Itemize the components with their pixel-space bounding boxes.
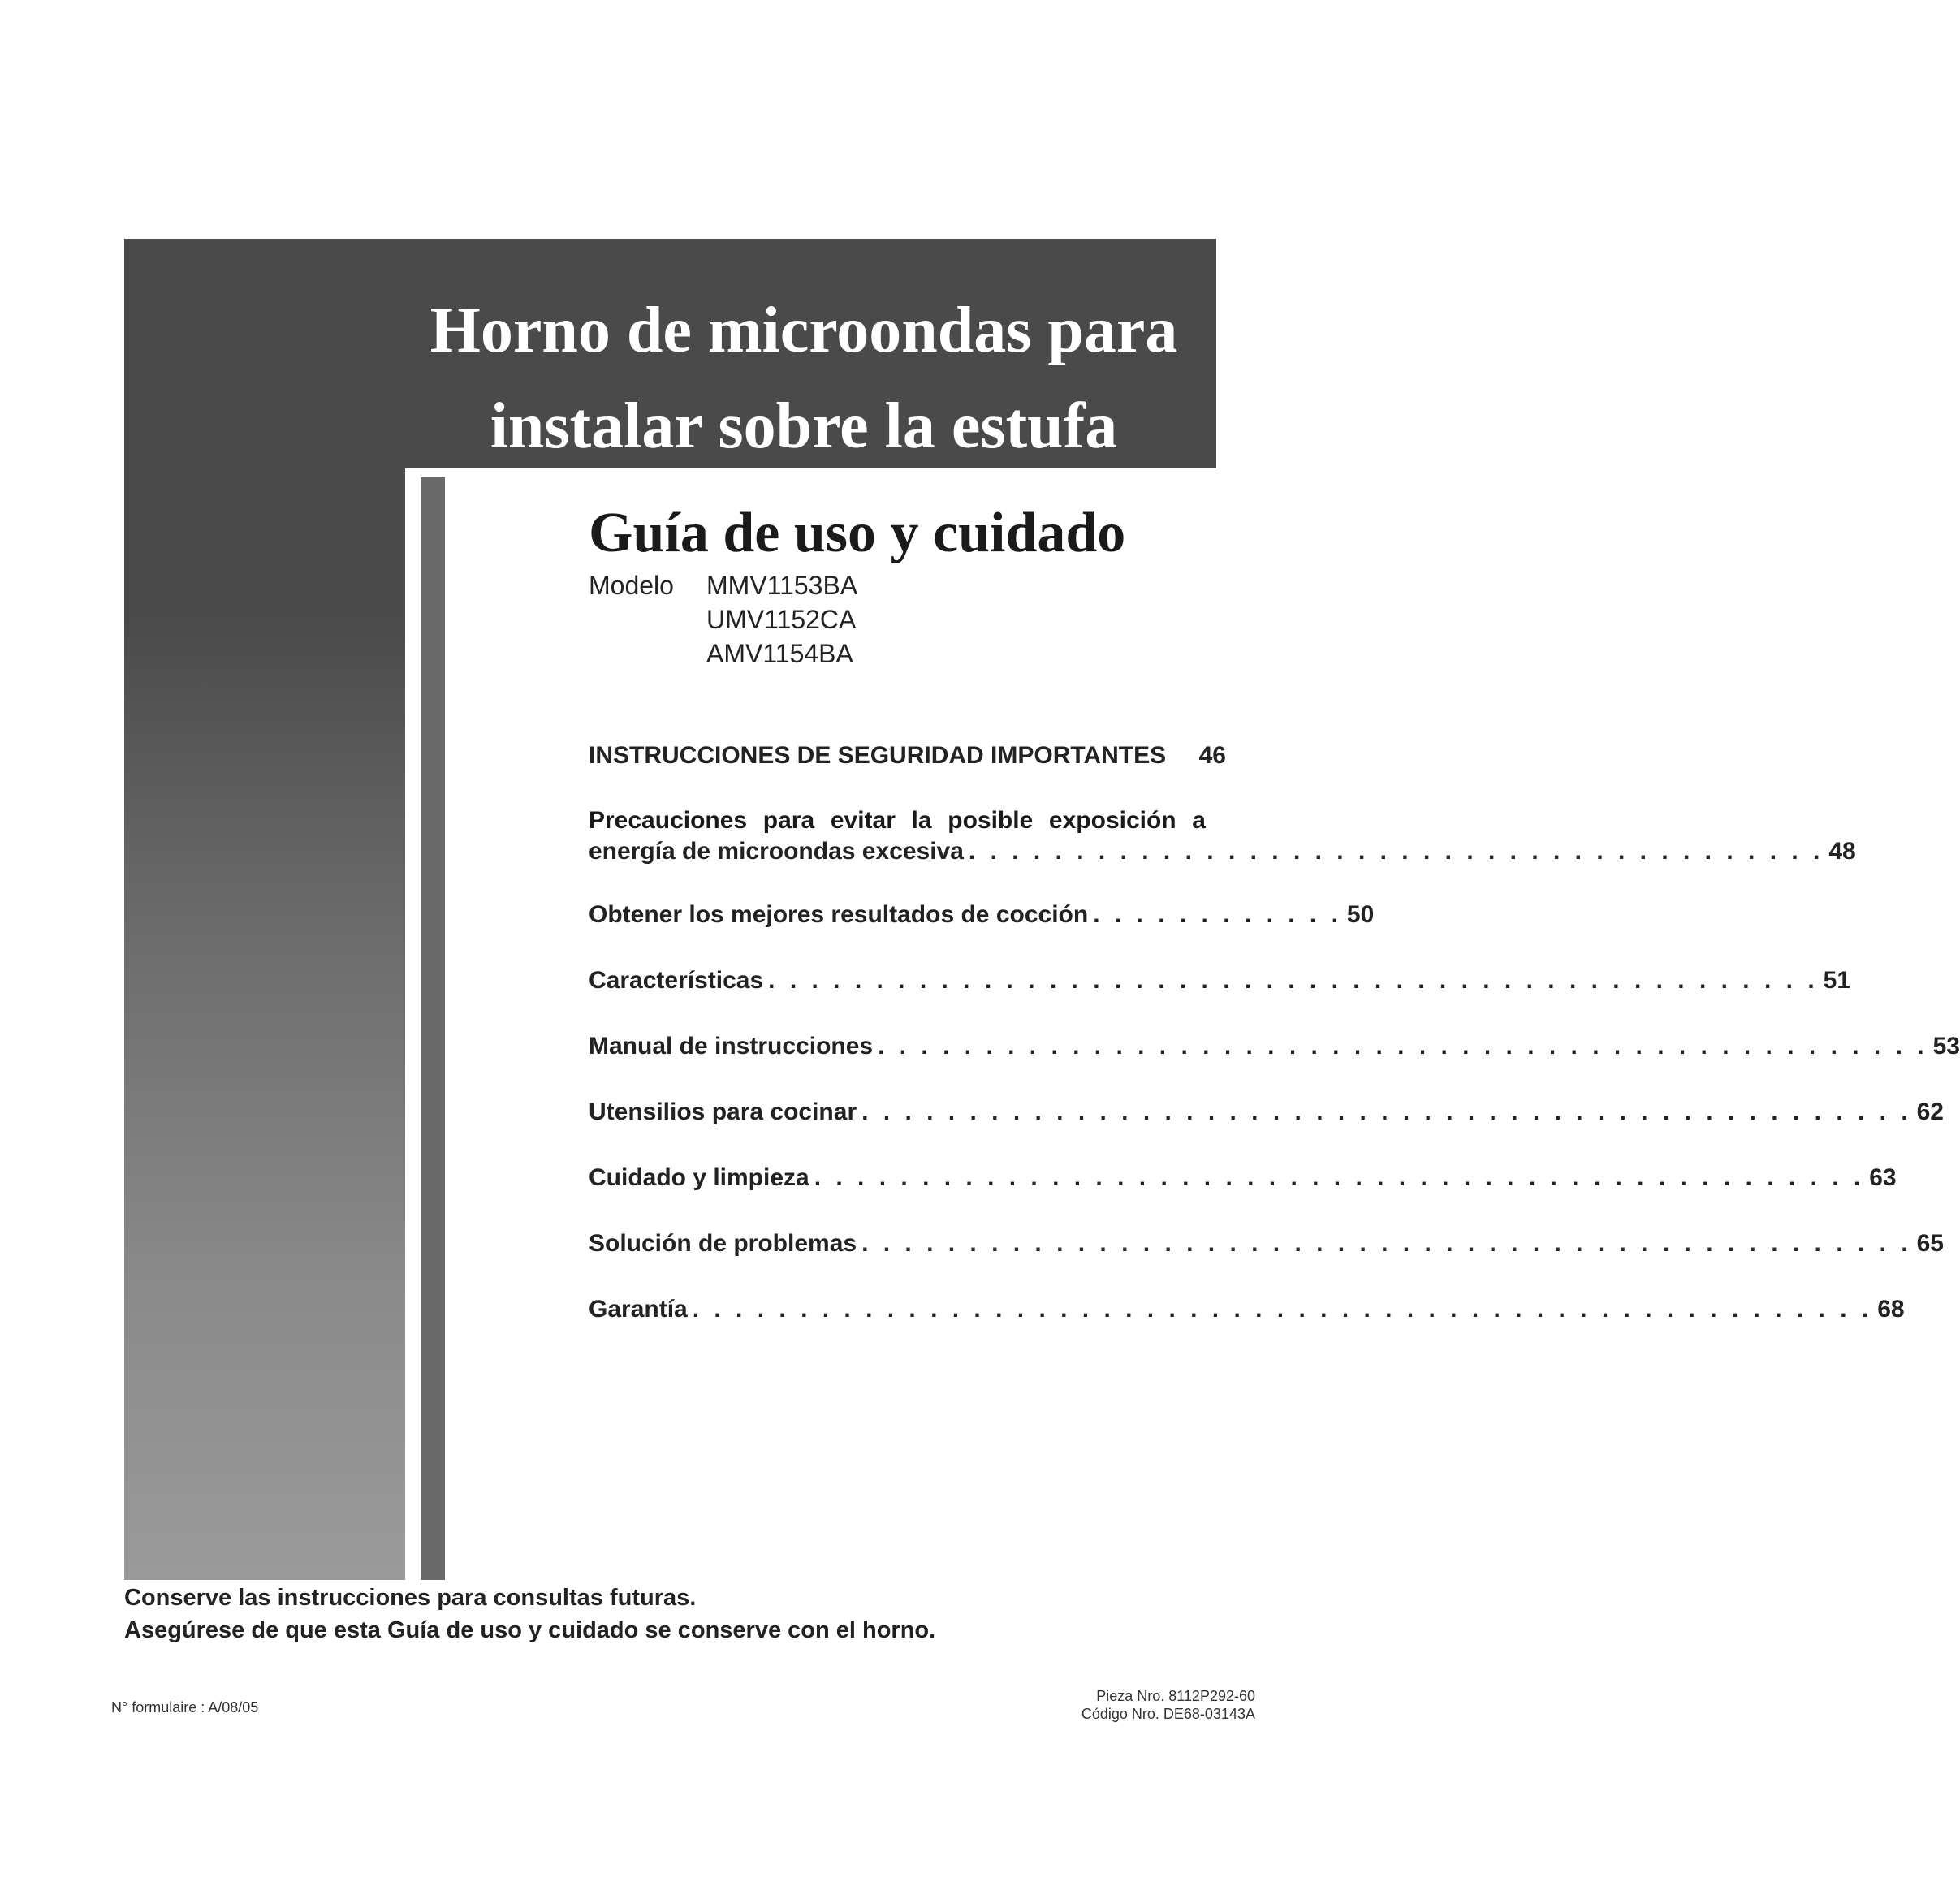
model-number: UMV1152CA bbox=[706, 605, 857, 634]
storage-note-line1: Conserve las instrucciones para consultas futuras. bbox=[124, 1585, 697, 1611]
model-row bbox=[589, 637, 857, 671]
toc-entry-page: 65 bbox=[1916, 1230, 1944, 1257]
toc-entry-page: 51 bbox=[1823, 967, 1851, 994]
toc-entry-manual[interactable] bbox=[589, 1031, 1960, 1062]
toc-entry-page: 63 bbox=[1869, 1164, 1897, 1191]
toc-leader-dots: . . . . . . . . . . . . . . . . . . . . . . . . . . . . . . . . . . . . . . . . . . . . . . . . . bbox=[814, 1164, 1865, 1191]
toc-entry-page: 68 bbox=[1877, 1296, 1905, 1323]
part-info bbox=[1081, 1687, 1255, 1723]
toc-entry-safety[interactable] bbox=[589, 740, 1226, 771]
toc-entry-features[interactable] bbox=[589, 965, 1851, 996]
toc-entry-care[interactable] bbox=[589, 1163, 1897, 1193]
toc-entry-precautions[interactable] bbox=[589, 805, 1856, 867]
toc-entry-page: 48 bbox=[1828, 838, 1856, 865]
toc-leader-dots: . . . . . . . . . . . . bbox=[1093, 901, 1342, 928]
toc-leader-dots: . . . . . . . . . . . . . . . . . . . . . . . . . . . . . . . . . . . . . . . . . . . . . . . . . bbox=[861, 1098, 1912, 1125]
model-number: MMV1153BA bbox=[706, 571, 858, 600]
form-number: N° formulaire : A/08/05 bbox=[111, 1699, 259, 1716]
toc-leader-dots: . . . . . . . . . . . . . . . . . . . . . . . . . . . . . . . . . . . . . . . . . . . . . . . . . . . . . . . bbox=[692, 1296, 1873, 1323]
storage-note bbox=[124, 1582, 935, 1647]
model-label: Modelo bbox=[589, 571, 674, 600]
vertical-accent-bar bbox=[421, 477, 445, 1580]
toc-leader-dots: . . . . . . . . . . . . . . . . . . . . . . . . . . . . . . . . . . . . . . . . . . . . . . . . . bbox=[878, 1033, 1928, 1060]
toc-leader-dots: . . . . . . . . . . . . . . . . . . . . . . . . . . . . . . . . . . . . . . . . bbox=[968, 838, 1824, 865]
product-title-line1: Horno de microondas para bbox=[430, 295, 1178, 366]
toc-entry-text: energía de microondas excesiva bbox=[589, 838, 964, 865]
storage-note-line2: Asegúrese de que esta Guía de uso y cuidado se conserve con el horno. bbox=[124, 1617, 936, 1643]
toc-entry-page: 53 bbox=[1932, 1033, 1960, 1060]
model-number: AMV1154BA bbox=[706, 639, 853, 668]
model-list bbox=[589, 568, 857, 671]
guide-title: Guía de uso y cuidado bbox=[589, 502, 1126, 564]
toc-entry-text: Solución de problemas bbox=[589, 1230, 857, 1257]
toc-entry-text: Utensilios para cocinar bbox=[589, 1098, 857, 1125]
code-number: Código Nro. DE68-03143A bbox=[1081, 1706, 1255, 1722]
toc-leader-dots: . . . . . . . . . . . . . . . . . . . . . . . . . . . . . . . . . . . . . . . . . . . . . . . . . bbox=[861, 1230, 1912, 1257]
toc-entry-page: 50 bbox=[1346, 901, 1375, 928]
toc-entry-text: Características bbox=[589, 967, 764, 994]
toc-entry-troubleshooting[interactable] bbox=[589, 1228, 1944, 1259]
toc-entry-text: Cuidado y limpieza bbox=[589, 1164, 809, 1191]
toc-entry-page: 46 bbox=[1198, 742, 1226, 769]
model-row bbox=[589, 602, 857, 637]
toc-entry-text: Garantía bbox=[589, 1296, 688, 1323]
toc-entry-text-line1: Precauciones para evitar la posible exposición a bbox=[589, 807, 1206, 834]
part-number: Pieza Nro. 8112P292-60 bbox=[1096, 1688, 1255, 1704]
toc-entry-text: Manual de instrucciones bbox=[589, 1033, 874, 1060]
toc-leader-dots: . . . . . . . . . . . . . . . . . . . . . . . . . . . . . . . . . . . . . . . . . . . . . . . . . bbox=[768, 967, 1819, 994]
product-title-line2: instalar sobre la estufa bbox=[490, 391, 1118, 462]
toc-entry-utensils[interactable] bbox=[589, 1097, 1944, 1128]
toc-entry-cooking-results[interactable] bbox=[589, 900, 1375, 930]
toc-entry-warranty[interactable] bbox=[589, 1294, 1905, 1325]
model-row bbox=[589, 568, 857, 602]
toc-entry-text: INSTRUCCIONES DE SEGURIDAD IMPORTANTES bbox=[589, 742, 1167, 769]
product-title bbox=[390, 283, 1218, 474]
toc-entry-page: 62 bbox=[1916, 1098, 1944, 1125]
toc-entry-text: Obtener los mejores resultados de cocción bbox=[589, 901, 1089, 928]
